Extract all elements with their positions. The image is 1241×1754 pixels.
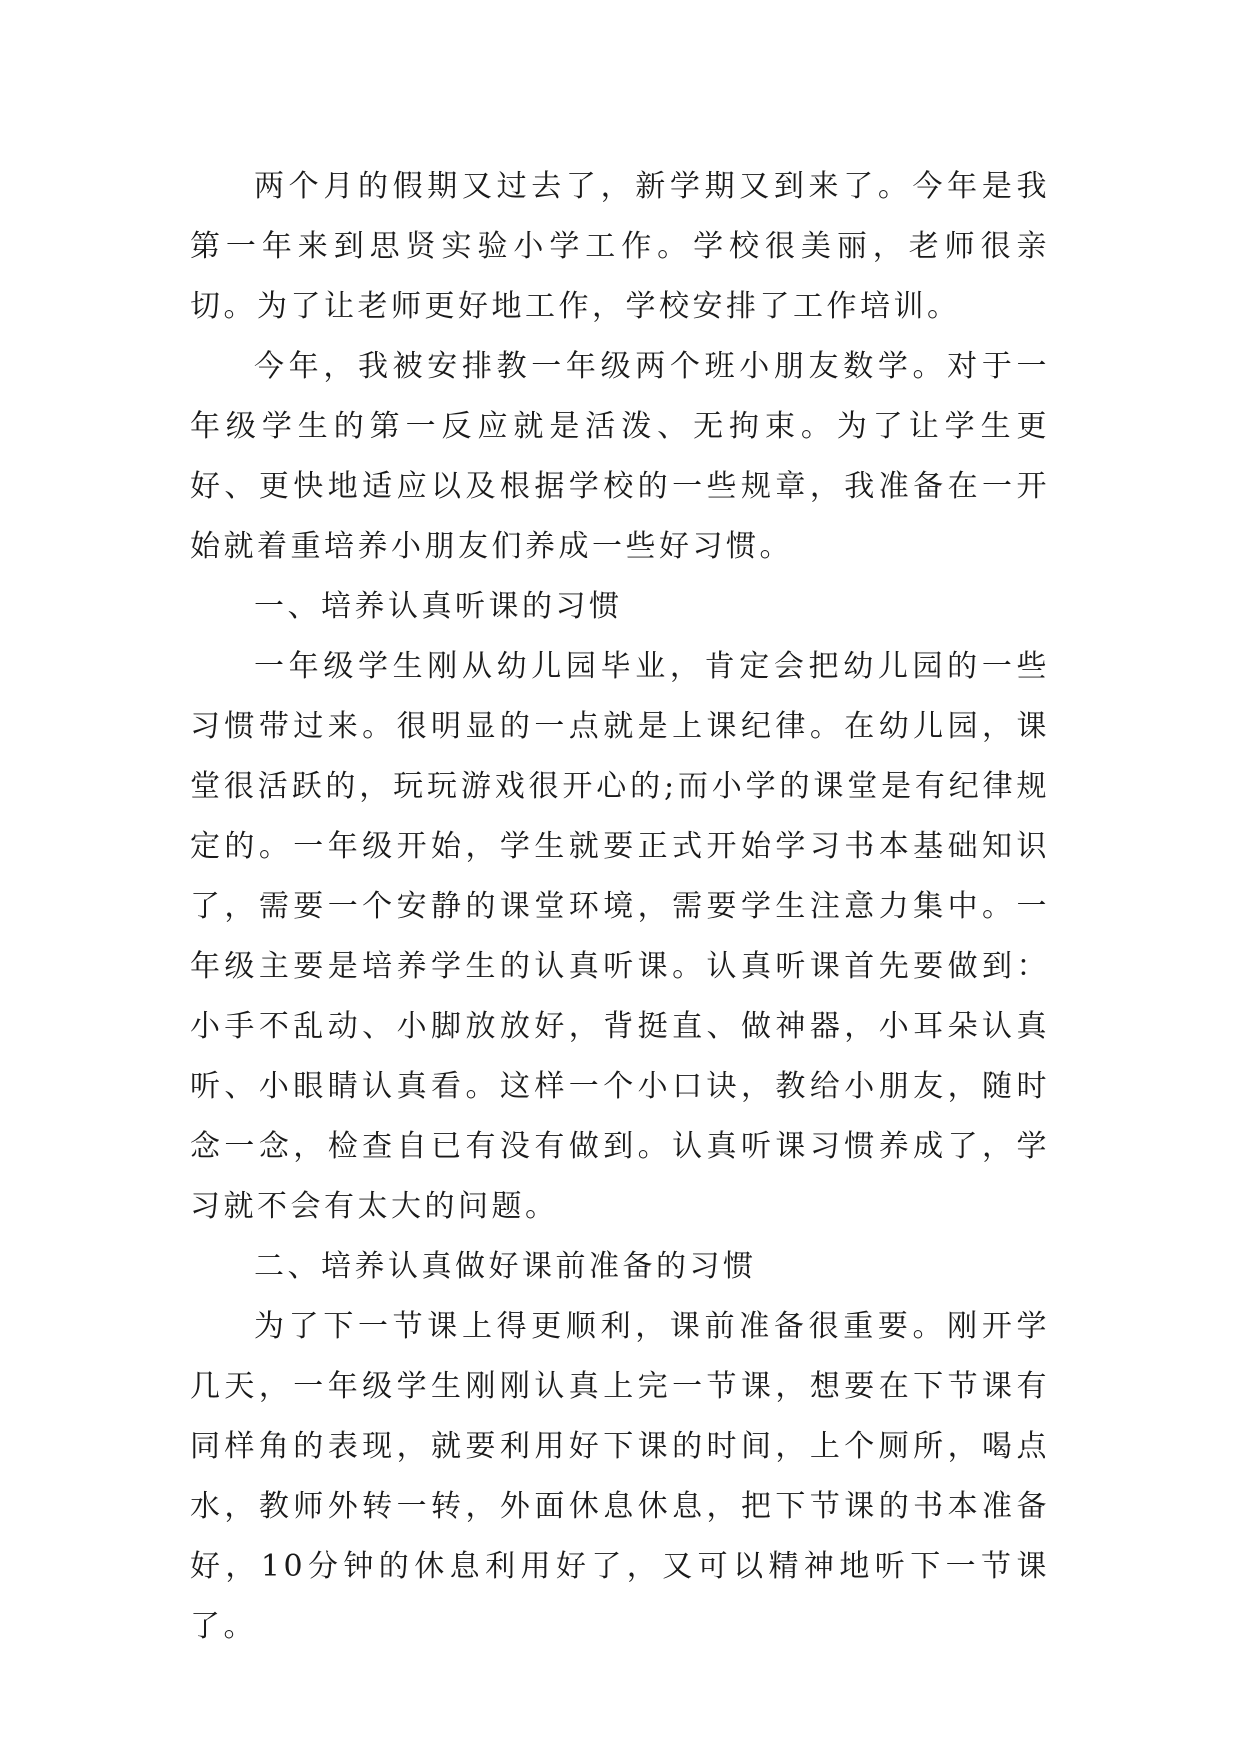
paragraph-listening-habit: 一年级学生刚从幼儿园毕业，肯定会把幼儿园的一些习惯带过来。很明显的一点就是上课纪律。在幼儿园，课堂很活跃的，玩玩游戏很开心的;而小学的课堂是有纪律规定的。一年级开始，学生就要正式开始学习书本基础知识了，需要一个安静的课堂环境，需要学生注意力集中。一年级主要是培养学生的认真听课。认真听课首先要做到：小手不乱动、小脚放放好，背挺直、做神器，小耳朵认真听、小眼睛认真看。这样一个小口诀，教给小朋友，随时念一念，检查自已有没有做到。认真听课习惯养成了，学习就不会有太大的问题。	[190, 649, 1050, 1224]
paragraph-intro: 两个月的假期又过去了，新学期又到来了。今年是我第一年来到思贤实验小学工作。学校很美丽，老师很亲切。为了让老师更好地工作，学校安排了工作培训。	[190, 169, 1050, 324]
section-heading-1: 一、培养认真听课的习惯	[254, 589, 623, 624]
paragraph-preparation-habit: 为了下一节课上得更顺利，课前准备很重要。刚开学几天，一年级学生刚刚认真上完一节课，想要在下节课有同样角的表现，就要利用好下课的时间，上个厕所，喝点水，教师外转一转，外面休息休息，把下节课的书本准备好，10分钟的休息利用好了，又可以精神地听下一节课了。	[190, 1309, 1050, 1644]
section-heading-2: 二、培养认真做好课前准备的习惯	[254, 1249, 757, 1284]
document-body	[190, 157, 1050, 1657]
paragraph-class-assignment: 今年，我被安排教一年级两个班小朋友数学。对于一年级学生的第一反应就是活泼、无拘束。为了让学生更好、更快地适应以及根据学校的一些规章，我准备在一开始就着重培养小朋友们养成一些好习惯。	[190, 349, 1050, 564]
